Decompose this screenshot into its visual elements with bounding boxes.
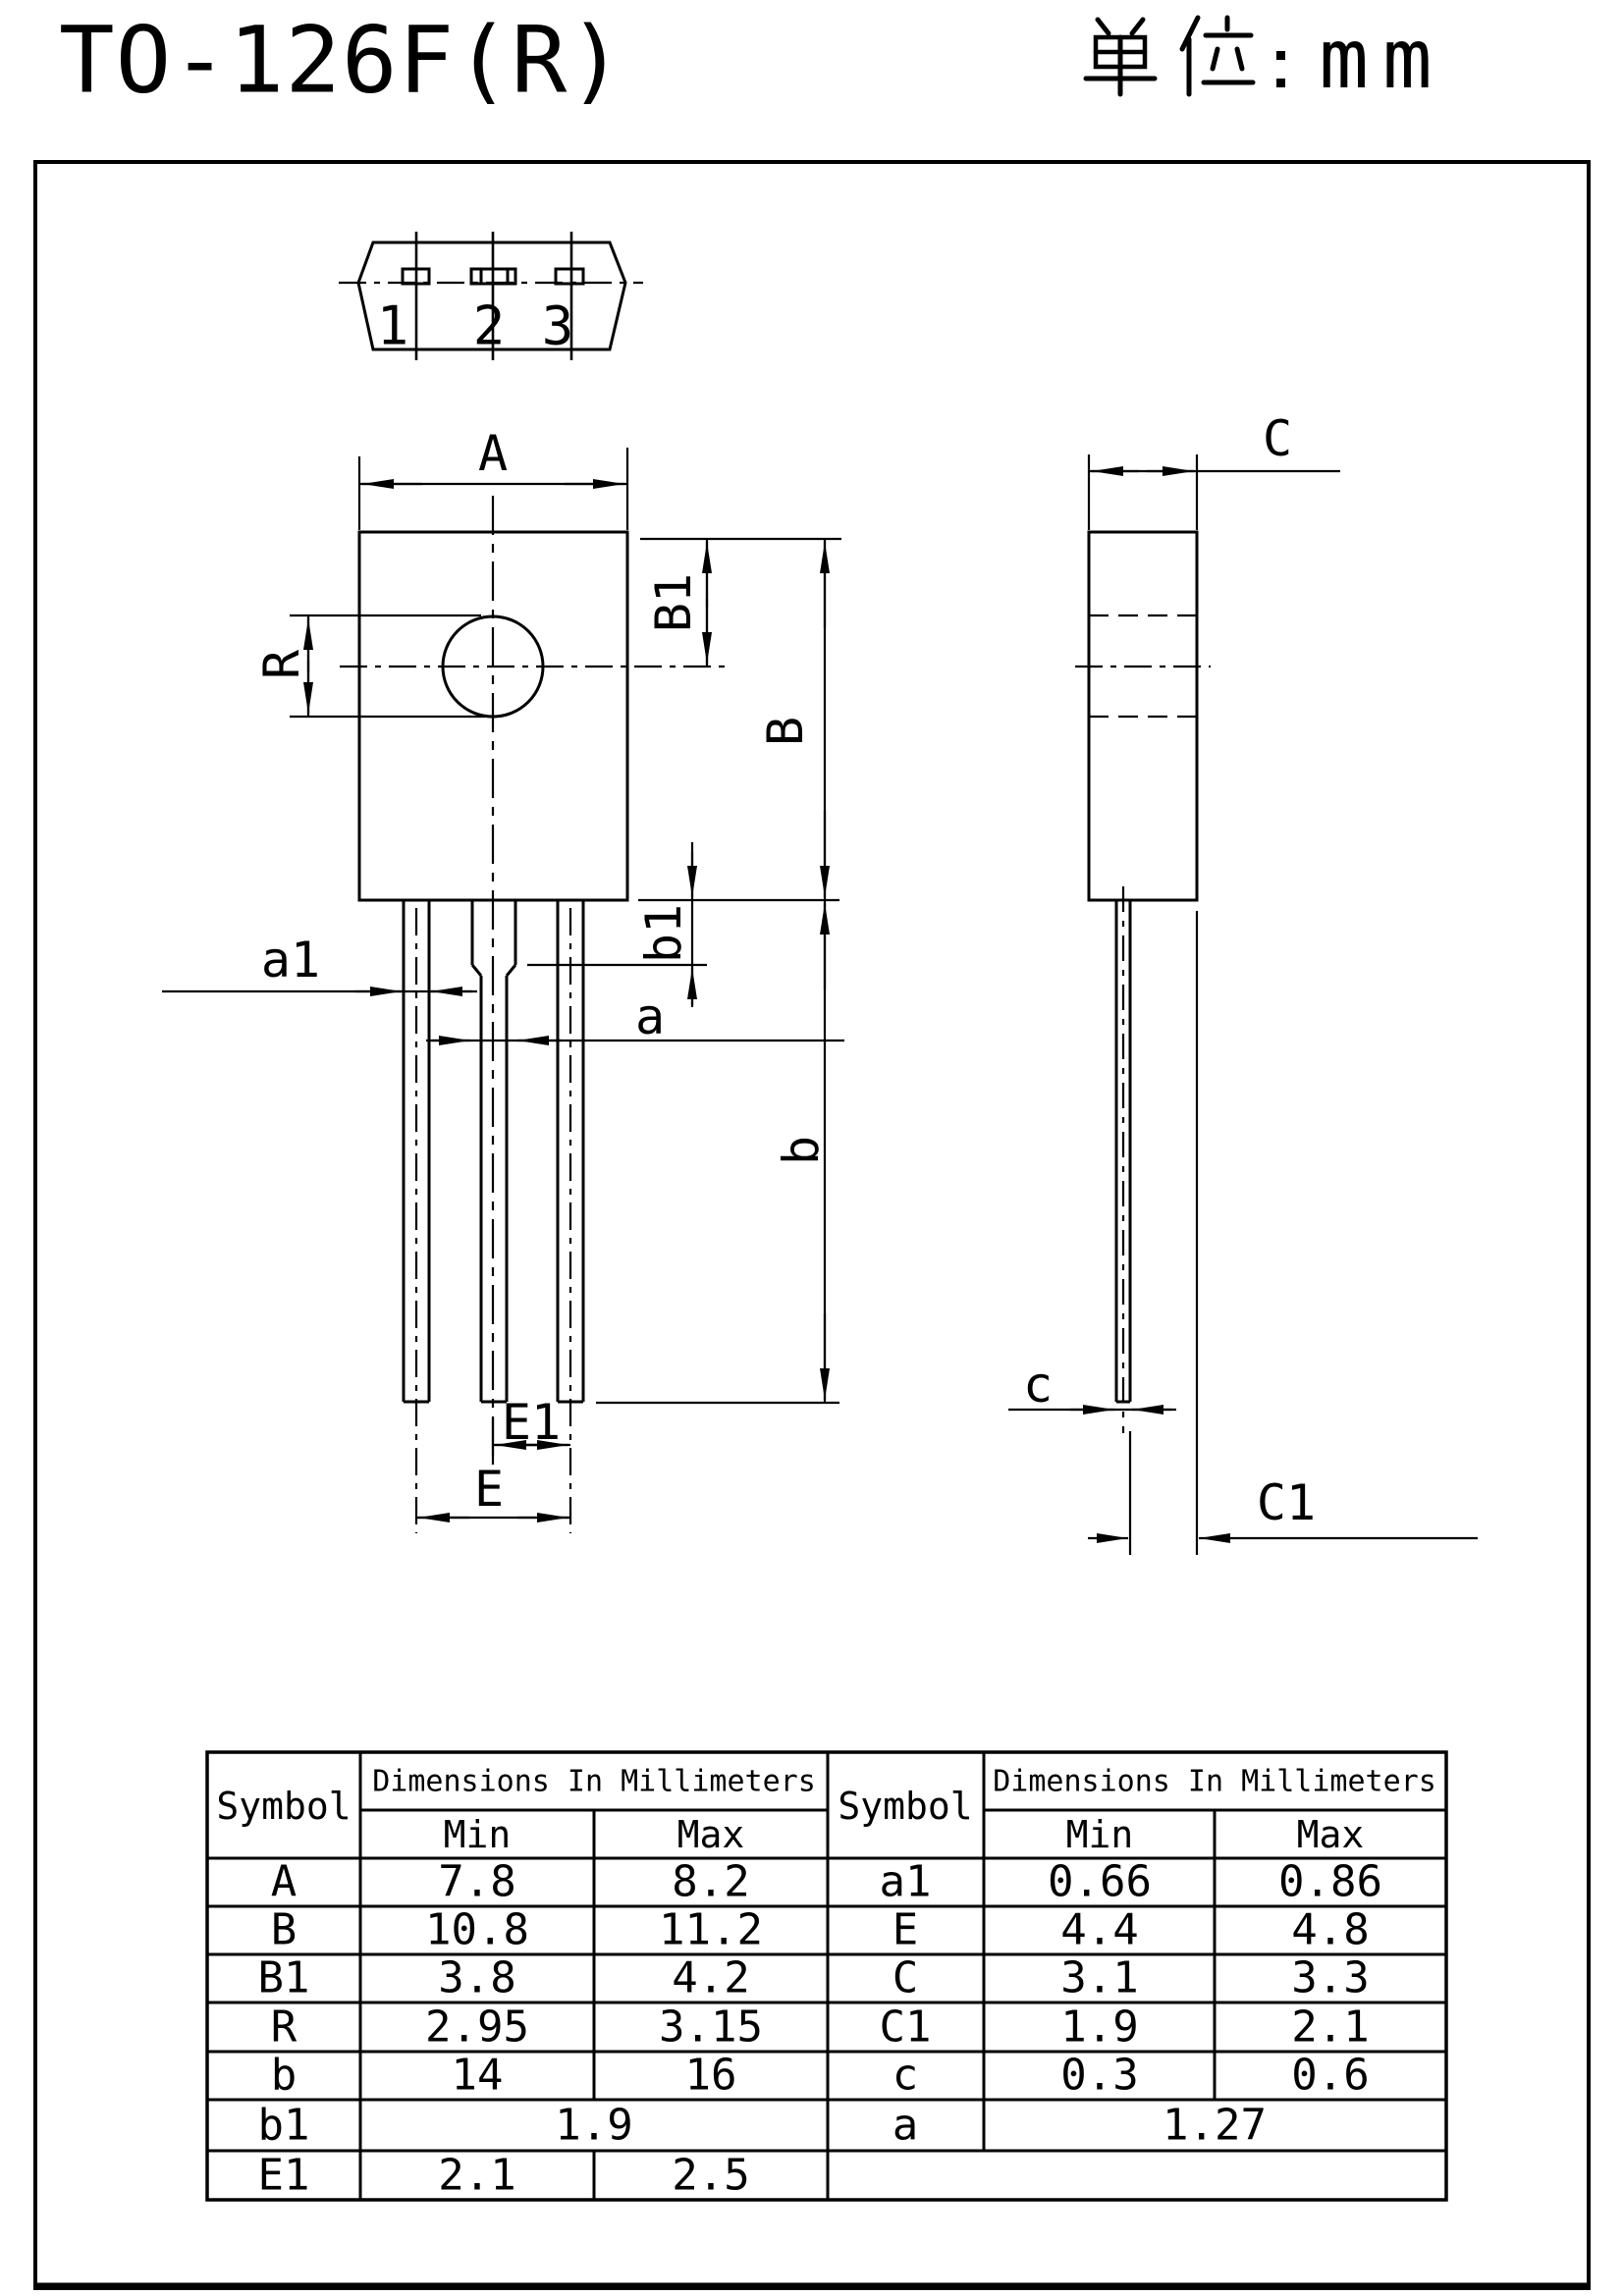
table-left-header-min: Min bbox=[443, 1813, 512, 1856]
page-title: TO-126F(R) bbox=[59, 7, 624, 115]
table-cell: R bbox=[270, 2002, 298, 2053]
table-cell: 3.15 bbox=[659, 2002, 763, 2053]
table-cell: 8.2 bbox=[672, 1856, 750, 1907]
pin-3-label: 3 bbox=[541, 294, 574, 357]
table-cell: 3.1 bbox=[1060, 1952, 1139, 2003]
table-cell: A bbox=[270, 1856, 298, 1907]
table-cell: E1 bbox=[257, 2150, 310, 2201]
dim-label-a: a bbox=[634, 988, 666, 1045]
table-cell: 7.8 bbox=[438, 1856, 516, 1907]
table-cell: 2.1 bbox=[1291, 2002, 1370, 2053]
unit-hanzi-danwei-icon bbox=[1086, 18, 1285, 94]
table-cell: 2.5 bbox=[672, 2150, 750, 2201]
table-left-header-max: Max bbox=[676, 1813, 745, 1856]
table-cell: 3.8 bbox=[438, 1952, 516, 2003]
table-cell: 4.2 bbox=[672, 1952, 750, 2003]
dim-label-B1: B1 bbox=[645, 572, 702, 633]
dim-label-c: c bbox=[1022, 1357, 1054, 1414]
table-cell: 11.2 bbox=[659, 1904, 763, 1955]
unit-mm-label: mm bbox=[1319, 11, 1446, 107]
dim-label-E1: E1 bbox=[501, 1394, 562, 1451]
table-cell: C bbox=[892, 1952, 919, 2003]
table-cell: 1.9 bbox=[1060, 2002, 1139, 2053]
pin-1-label: 1 bbox=[376, 294, 409, 357]
table-cell: 16 bbox=[684, 2050, 737, 2101]
dim-label-R: R bbox=[253, 649, 310, 680]
table-right-header-min: Min bbox=[1065, 1813, 1134, 1856]
table-cell: 4.8 bbox=[1291, 1904, 1370, 1955]
dim-label-b1: b1 bbox=[635, 903, 692, 964]
table-cell: 0.6 bbox=[1291, 2050, 1370, 2101]
side-view-drawing bbox=[1075, 532, 1211, 1433]
dim-label-b: b bbox=[773, 1135, 830, 1166]
table-left-header-symbol: Symbol bbox=[216, 1785, 352, 1828]
table-cell: 14 bbox=[451, 2050, 504, 2101]
table-cell: 2.95 bbox=[425, 2002, 529, 2053]
table-left-header-group: Dimensions In Millimeters bbox=[372, 1764, 816, 1799]
side-view-dimensions bbox=[1008, 454, 1478, 1555]
table-cell: E bbox=[892, 1904, 919, 1955]
table-cell: 0.86 bbox=[1278, 1856, 1382, 1907]
dim-label-A: A bbox=[477, 425, 509, 482]
table-cell: 3.3 bbox=[1291, 1952, 1370, 2003]
front-view-drawing bbox=[340, 496, 729, 1533]
table-cell: c bbox=[892, 2050, 919, 2101]
dim-label-C: C bbox=[1262, 410, 1293, 467]
table-cell: 0.3 bbox=[1060, 2050, 1139, 2101]
table-cell: 10.8 bbox=[425, 1904, 529, 1955]
table-cell: 1.27 bbox=[1163, 2100, 1267, 2151]
dim-label-C1: C1 bbox=[1256, 1474, 1317, 1531]
table-cell: b1 bbox=[257, 2100, 310, 2151]
table-cell: a bbox=[892, 2100, 919, 2151]
table-cell: C1 bbox=[879, 2002, 932, 2053]
table-cell: 2.1 bbox=[438, 2150, 516, 2201]
table-right-header-symbol: Symbol bbox=[838, 1785, 973, 1828]
table-cell: 1.9 bbox=[555, 2100, 633, 2151]
table-cell: B bbox=[270, 1904, 298, 1955]
table-cell: b bbox=[270, 2050, 298, 2101]
dim-label-a1: a1 bbox=[260, 932, 321, 988]
table-cell: a1 bbox=[879, 1856, 932, 1907]
dim-label-B: B bbox=[757, 716, 814, 747]
dim-label-E: E bbox=[473, 1461, 505, 1518]
table-cell: 0.66 bbox=[1048, 1856, 1152, 1907]
pin-2-label: 2 bbox=[472, 294, 506, 357]
table-cell: B1 bbox=[257, 1952, 310, 2003]
table-right-header-group: Dimensions In Millimeters bbox=[993, 1764, 1436, 1799]
table-right-header-max: Max bbox=[1296, 1813, 1365, 1856]
table-cell: 4.4 bbox=[1060, 1904, 1139, 1955]
